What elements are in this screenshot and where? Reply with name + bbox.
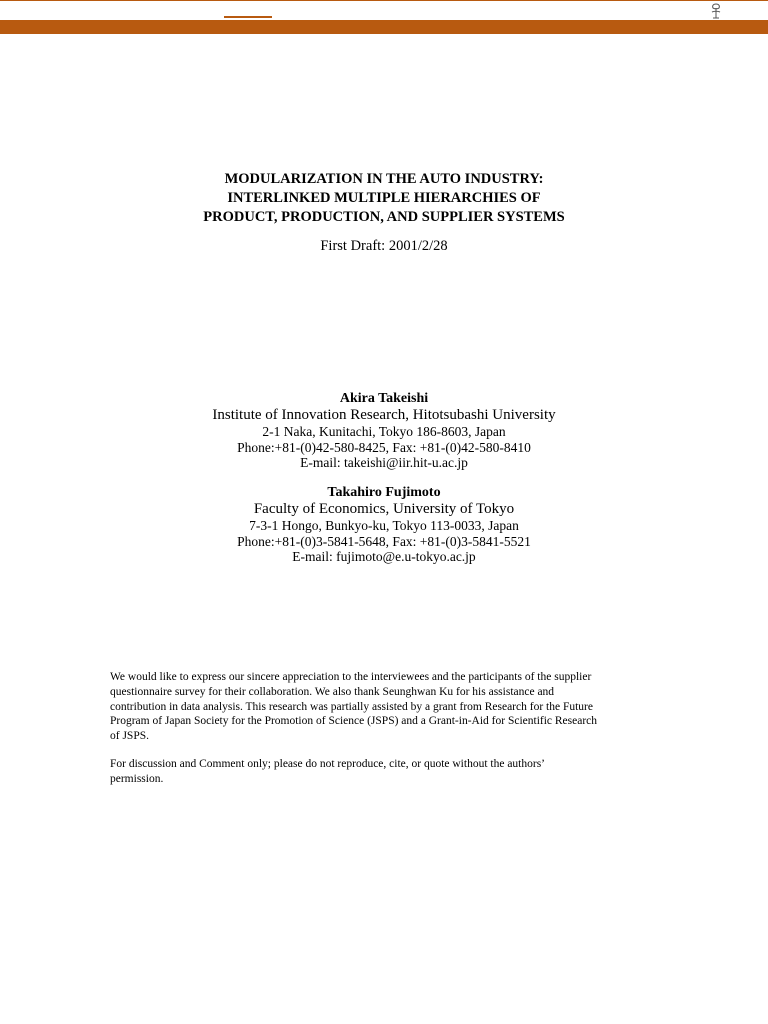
title-line: INTERLINKED MULTIPLE HIERARCHIES OF [227, 190, 541, 206]
author-affiliation: Faculty of Economics, University of Tokyo [253, 501, 515, 517]
acknowledgement [110, 670, 670, 744]
author-block [0, 390, 768, 471]
acknowledgement-line: contribution in data analysis. This research was partially assisted by a grant from Research for the Future [110, 700, 593, 713]
acknowledgement-line: questionnaire survey for their collaboration. We also thank Seunghwan Ku for his assistance and [110, 685, 555, 698]
author-phone: Phone:+81-(0)3-5841-5648, Fax: +81-(0)3-5841-5521 [237, 533, 531, 549]
title-line: PRODUCT, PRODUCTION, AND SUPPLIER SYSTEMS [203, 209, 565, 225]
title-line: MODULARIZATION IN THE AUTO INDUSTRY: [224, 171, 544, 187]
author-email: E-mail: takeishi@iir.hit-u.ac.jp [300, 455, 468, 470]
author-address: 2-1 Naka, Kunitachi, Tokyo 186-8603, Japan [262, 424, 506, 439]
author-affiliation: Institute of Innovation Research, Hitotsubashi University [212, 407, 556, 423]
author-address: 7-3-1 Hongo, Bunkyo-ku, Tokyo 113-0033, Japan [249, 518, 519, 533]
header-stripe [0, 20, 768, 34]
author-name: Akira Takeishi [339, 391, 429, 406]
note-line: For discussion and Comment only; please do not reproduce, cite, or quote without the authors’ [110, 758, 546, 770]
acknowledgement-line: of JSPS. [110, 730, 149, 743]
author-name: Takahiro Fujimoto [327, 485, 441, 500]
paper-title [0, 170, 768, 227]
acknowledgement-line: We would like to express our sincere appreciation to the interviewees and the participants of the supplier [110, 671, 592, 683]
author-block [0, 484, 768, 565]
note-line: permission. [110, 772, 164, 785]
acknowledgement-line: Program of Japan Society for the Promotion of Science (JSPS) and a Grant-in-Aid for Scientific Research [110, 715, 598, 728]
header-link-underline[interactable] [224, 16, 272, 18]
distribution-note [110, 757, 670, 787]
draft-date: First Draft: 2001/2/28 [320, 238, 448, 254]
page-header [0, 0, 768, 20]
university-crest-icon [708, 2, 724, 20]
author-phone: Phone:+81-(0)42-580-8425, Fax: +81-(0)42-580-8410 [237, 439, 531, 455]
author-email: E-mail: fujimoto@e.u-tokyo.ac.jp [292, 549, 476, 564]
